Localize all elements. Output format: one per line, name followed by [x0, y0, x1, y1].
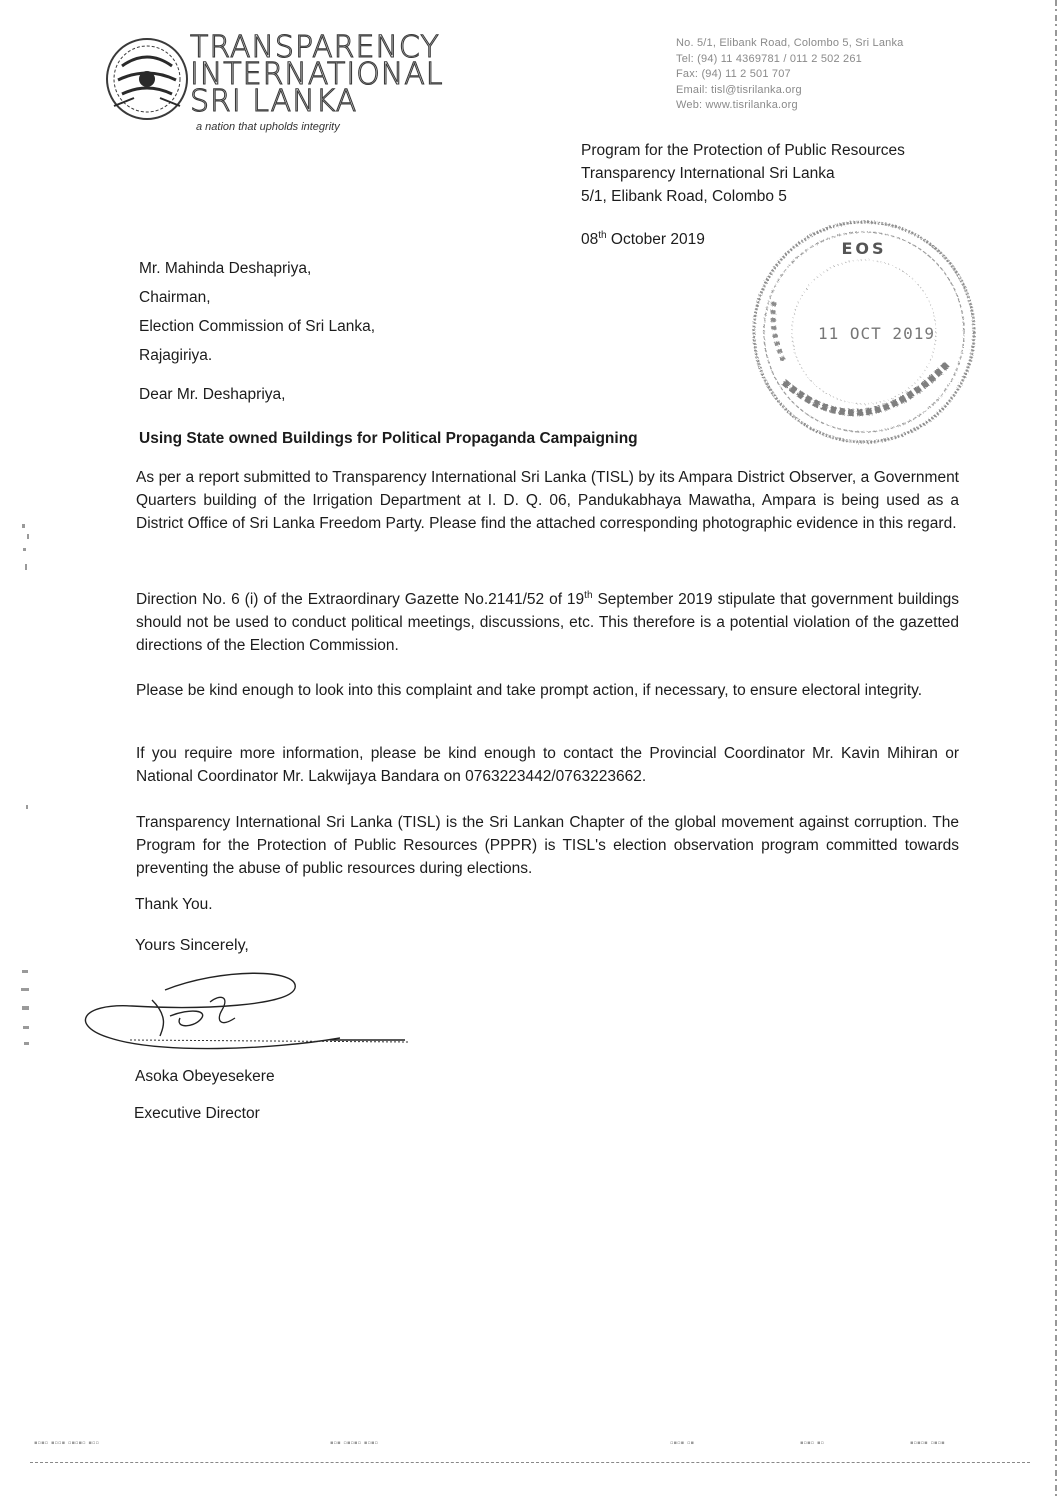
closing-sincerely: Yours Sincerely,	[135, 937, 249, 954]
footer-rule	[30, 1462, 1030, 1463]
tisl-logo-emblem	[104, 36, 190, 122]
logo-line-2: INTERNATIONAL	[190, 57, 444, 92]
stamp-date: 11 OCT 2019	[818, 324, 935, 343]
logo-line-3: SRI LANKA	[190, 84, 358, 119]
subject-line: Using State owned Buildings for Political Propaganda Campaigning	[139, 430, 638, 447]
addressee-block	[139, 254, 375, 370]
signer-title: Executive Director	[134, 1105, 260, 1122]
contact-telephone: Tel: (94) 11 4369781 / 011 2 502 261	[676, 52, 862, 65]
body-paragraph-1: As per a report submitted to Transparency International Sri Lanka (TISL) by its Ampara District Observer, a Government Quarters building of the Irrigation Department at I. D. Q. 06, Pandukabhaya Mawatha, Ampara is being used as a District Office of Sri Lanka Freedom Party. Please find the attached corresponding photographic evidence in this regard.	[136, 469, 959, 532]
salutation: Dear Mr. Deshapriya,	[139, 386, 286, 403]
tisl-logo-wordmark	[190, 30, 444, 119]
contact-website: Web: www.tisrilanka.org	[676, 99, 798, 111]
contact-email: Email: tisl@tisrilanka.org	[676, 83, 802, 96]
paragraph-2-start: Direction No. 6 (i) of the Extraordinary Gazette No.2141/52 of 19	[136, 591, 585, 608]
addressee-title: Chairman,	[139, 289, 211, 306]
letterhead-contact	[676, 36, 904, 114]
addressee-organization: Election Commission of Sri Lanka,	[139, 318, 376, 335]
addressee-name: Mr. Mahinda Deshapriya,	[139, 260, 312, 277]
body-paragraph-4: If you require more information, please be kind enough to contact the Provincial Coordinator Mr. Kavin Mihiran or National Coordinator Mr. Lakwijaya Bandara on 0763223442/0763223662.	[136, 745, 959, 785]
stamp-top-text: EOS	[841, 239, 887, 258]
signer-name: Asoka Obeyesekere	[135, 1068, 275, 1085]
date-suffix: th	[598, 229, 607, 241]
scan-right-edge	[1050, 0, 1060, 1497]
paragraph-2-end: September 2019 stipulate that government buildings should not be used to conduct political meetings, discussions, etc. This therefore is a potential violation of the gazetted directions of the Election Commission.	[136, 591, 959, 654]
contact-address: No. 5/1, Elibank Road, Colombo 5, Sri Lanka	[676, 37, 904, 49]
sender-address: 5/1, Elibank Road, Colombo 5	[581, 188, 787, 205]
contact-fax: Fax: (94) 11 2 501 707	[676, 68, 791, 80]
date-rest: October 2019	[606, 231, 705, 248]
body-paragraph-2	[136, 588, 959, 657]
body-paragraph-3: Please be kind enough to look into this complaint and take prompt action, if necessary, to ensure electoral integrity.	[136, 682, 923, 699]
date-day: 08	[581, 231, 599, 248]
handwritten-signature	[70, 958, 430, 1068]
logo-line-1: TRANSPARENCY	[190, 30, 440, 65]
sender-block	[581, 139, 905, 208]
addressee-city: Rajagiriya.	[139, 347, 213, 364]
footer-strip: ▪▫▪▫ ▪▫▫▪ ▫▪▫▪▫ ▪▫▫ ▪▫▪ ▫▪▫▪▫ ▪▫▪▫ ▫▪▫▪ ▫▪ ▪▫▪▫ ▪▫ ▪▫▪▫▪ ▫▪▫▪	[30, 1432, 1030, 1462]
logo-tagline: a nation that upholds integrity	[196, 121, 340, 133]
sender-organization: Transparency International Sri Lanka	[581, 165, 835, 182]
body-paragraph-5: Transparency International Sri Lanka (TISL) is the Sri Lankan Chapter of the global movement against corruption. The Program for the Protection of Public Resources (PPPR) is TISL's election observation program committed towards preventing the abuse of public resources during elections.	[136, 814, 959, 877]
sender-program: Program for the Protection of Public Resources	[581, 142, 905, 159]
scan-margin-marks	[16, 520, 36, 1080]
paragraph-2-superscript: th	[584, 589, 593, 601]
letter-date	[581, 231, 705, 249]
closing-thanks: Thank You.	[135, 896, 213, 913]
